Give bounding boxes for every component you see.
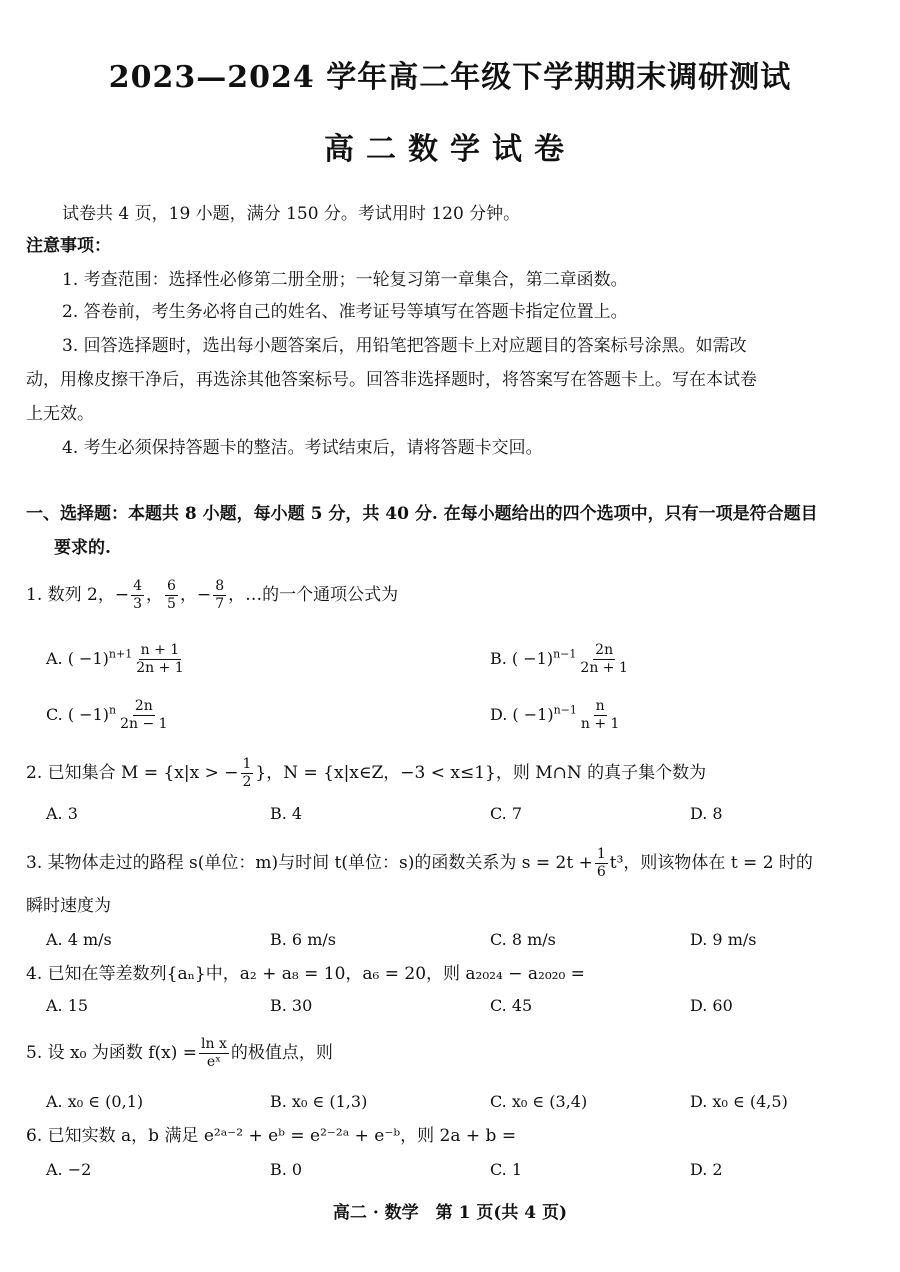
q2-option-a: A. 3 xyxy=(46,804,78,823)
q6-option-d: D. 2 xyxy=(690,1160,723,1179)
q5-option-d: D. x₀ ∈ (4,5) xyxy=(690,1092,788,1111)
notice-item-3c: 上无效。 xyxy=(26,404,94,424)
section1-heading-cont: 要求的. xyxy=(54,538,111,558)
notice-item-2: 2. 答卷前，考生务必将自己的姓名、准考证号等填写在答题卡指定位置上。 xyxy=(62,302,628,322)
page-footer: 高二 · 数学 第 1 页(共 4 页) xyxy=(332,1203,568,1223)
q1-option-a: A. ( −1)$^{n+1}$ $\frac{n + 1}{2n + 1}$ xyxy=(46,642,184,676)
q2-stem: 2. 已知集合 M = {x|x > − $\frac{1}{2}$ }，N = {x|x∈Z，−3 < x≤1}，则 M∩N 的真子集个数为 xyxy=(26,756,707,790)
q3-stem-cont: 瞬时速度为 xyxy=(26,896,111,916)
q4-option-d: D. 60 xyxy=(690,996,733,1015)
q3-option-a: A. 4 m/s xyxy=(46,930,112,949)
q2-option-c: C. 7 xyxy=(490,804,523,823)
q1-option-b: B. ( −1)$^{n-1}$ $\frac{2n}{2n + 1}$ xyxy=(490,642,628,676)
q2-option-b: B. 4 xyxy=(270,804,303,823)
q3-option-c: C. 8 m/s xyxy=(490,930,556,949)
q1-stem: 1. 数列 2，− $\frac{4}{3}$ ， $\frac{6}{5}$ ，− $\frac{8}{7}$ ，…的一个通项公式为 xyxy=(26,578,399,612)
q4-stem: 4. 已知在等差数列{aₙ}中，a₂ + a₈ = 10，a₆ = 20，则 a₂₀₂₄ − a₂₀₂₀ = xyxy=(26,964,585,984)
q5-option-c: C. x₀ ∈ (3,4) xyxy=(490,1092,588,1111)
notice-item-3b: 动，用橡皮擦干净后，再选涂其他答案标号。回答非选择题时，将答案写在答题卡上。写在本试卷 xyxy=(26,370,757,390)
fraction: $\frac{6}{5}$ xyxy=(167,578,176,612)
main-title: 2023—2024 学年高二年级下学期期末调研测试 xyxy=(108,60,792,95)
notice-item-1: 1. 考查范围：选择性必修第二册全册；一轮复习第一章集合，第二章函数。 xyxy=(62,270,628,290)
q3-option-d: D. 9 m/s xyxy=(690,930,757,949)
section1-heading: 一、选择题：本题共 8 小题，每小题 5 分，共 40 分. 在每小题给出的四个选项中，只有一项是符合题目 xyxy=(26,504,818,524)
q5-stem: 5. 设 x₀ 为函数 f(x) = $\frac{\text{ln x}}{\text{eˣ}}$ 的极值点，则 xyxy=(26,1036,333,1070)
notice-heading: 注意事项： xyxy=(26,236,111,256)
q1-option-c: C. ( −1)$^n$ $\frac{2n}{2n - 1}$ xyxy=(46,698,168,732)
q5-option-a: A. x₀ ∈ (0,1) xyxy=(46,1092,144,1111)
q1-option-d: D. ( −1)$^{n-1}$ $\frac{n}{n + 1}$ xyxy=(490,698,620,732)
q6-stem: 6. 已知实数 a，b 满足 e²ᵃ⁻² + eᵇ = e²⁻²ᵃ + e⁻ᵇ，则 2a + b = xyxy=(26,1126,517,1146)
q3-option-b: B. 6 m/s xyxy=(270,930,336,949)
q6-option-a: A. −2 xyxy=(46,1160,92,1179)
q6-option-c: C. 1 xyxy=(490,1160,523,1179)
notice-item-3a: 3. 回答选择题时，选出每小题答案后，用铅笔把答题卡上对应题目的答案标号涂黑。如需改 xyxy=(62,336,747,356)
q5-option-b: B. x₀ ∈ (1,3) xyxy=(270,1092,368,1111)
q6-option-b: B. 0 xyxy=(270,1160,303,1179)
q4-option-c: C. 45 xyxy=(490,996,533,1015)
q4-option-a: A. 15 xyxy=(46,996,89,1015)
q3-stem: 3. 某物体走过的路程 s(单位：m)与时间 t(单位：s)的函数关系为 s = 2t + $\frac{1}{6}$ t³，则该物体在 t = 2 时的 xyxy=(26,846,813,880)
sub-title: 高二数学试卷 xyxy=(324,132,576,167)
q2-option-d: D. 8 xyxy=(690,804,723,823)
q4-option-b: B. 30 xyxy=(270,996,313,1015)
fraction: $\frac{8}{7}$ xyxy=(215,578,225,612)
exam-intro: 试卷共 4 页，19 小题，满分 150 分。考试用时 120 分钟。 xyxy=(62,204,521,224)
fraction: $\frac{4}{3}$ xyxy=(133,578,143,612)
notice-item-4: 4. 考生必须保持答题卡的整洁。考试结束后，请将答题卡交回。 xyxy=(62,438,543,458)
